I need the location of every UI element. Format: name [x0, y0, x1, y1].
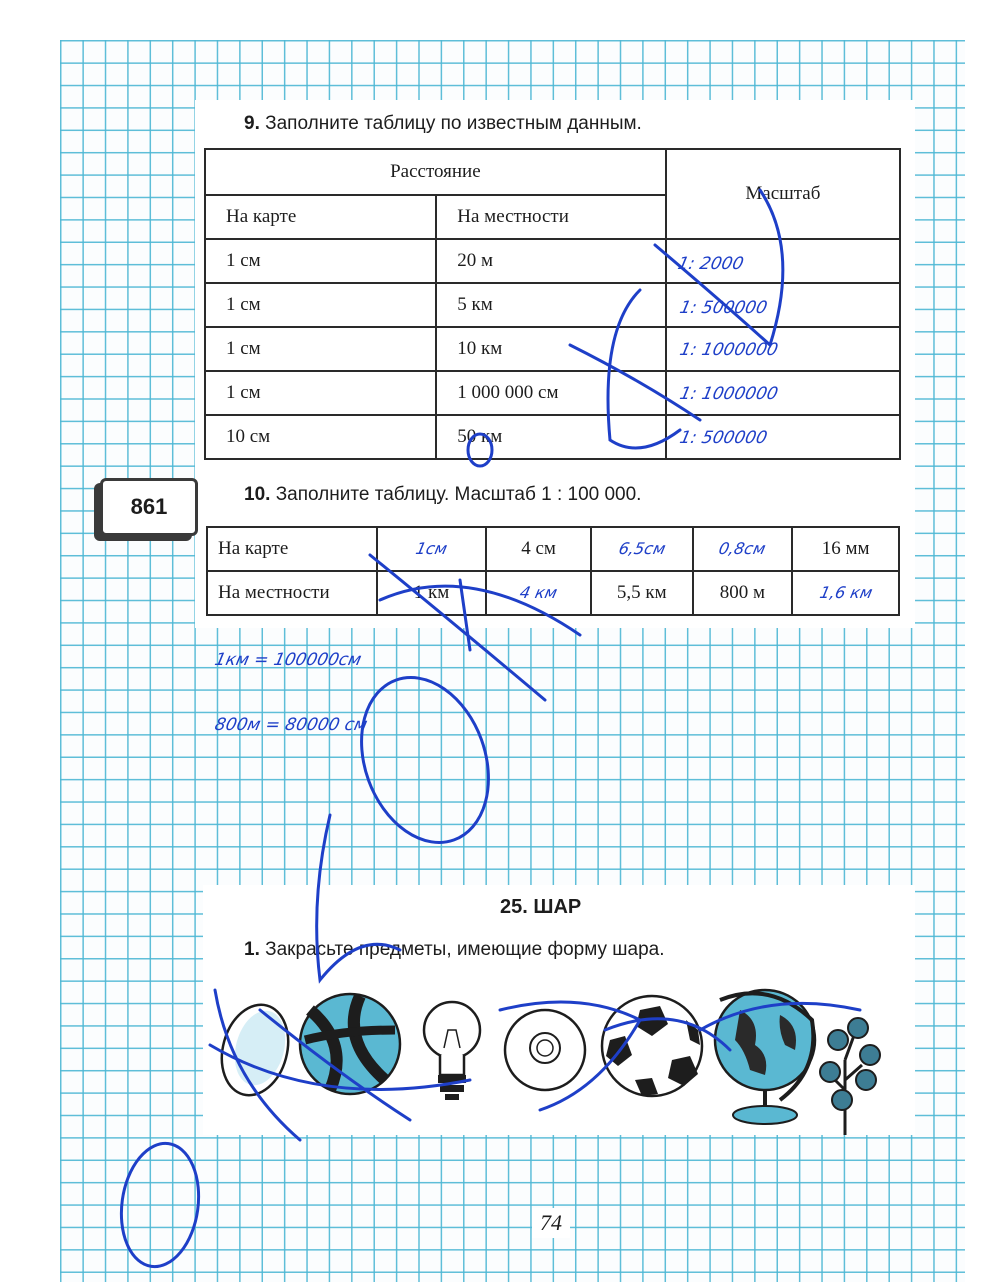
handwritten-note: 800м = 80000 см: [212, 715, 370, 735]
table-cell: 1 см: [205, 239, 436, 283]
table-cell: 4 см: [486, 527, 591, 571]
task10-text: Заполните таблицу. Масштаб 1 : 100 000.: [275, 484, 642, 505]
table-cell: 1 см: [205, 327, 436, 371]
handwritten-answer: 1см: [413, 539, 450, 558]
row-label-map: На карте: [207, 527, 377, 571]
task10-number: 10.: [244, 484, 271, 505]
handwritten-answer: 6,5см: [616, 539, 667, 558]
header-scale: Масштаб: [666, 149, 900, 239]
table-cell: 1 см: [205, 283, 436, 327]
header-on-map: На карте: [205, 195, 436, 239]
handwritten-answer: 1: 500000: [677, 428, 769, 448]
table-cell: 5,5 км: [591, 571, 693, 615]
handwritten-answer: 4 км: [518, 583, 560, 602]
handwritten-answer: 1: 2000: [675, 254, 746, 274]
task1-text: Закрасьте предметы, имеющие форму шара.: [265, 939, 665, 960]
section-number: 25.: [500, 896, 528, 918]
table-cell: 5 км: [436, 283, 666, 327]
table-cell: 1 см: [205, 371, 436, 415]
handwritten-answer: 0,8см: [717, 539, 768, 558]
section-name: ШАР: [533, 896, 582, 918]
handwritten-answer: 1: 1000000: [677, 384, 780, 404]
header-distance: Расстояние: [205, 149, 666, 195]
table-cell: 1 000 000 см: [436, 371, 666, 415]
table-cell: 10 см: [205, 415, 436, 459]
table-cell: 50 км: [436, 415, 666, 459]
task9-text: Заполните таблицу по известным данным.: [265, 113, 642, 134]
handwritten-answer: 1: 1000000: [677, 340, 780, 360]
table-cell: 10 км: [436, 327, 666, 371]
table-cell: 16 мм: [792, 527, 899, 571]
handwritten-note: 1км = 100000см: [212, 650, 364, 670]
table-cell: 1 км: [377, 571, 487, 615]
scribble-marks: [114, 190, 860, 1272]
table-cell: 800 м: [693, 571, 793, 615]
row-label-ground: На местности: [207, 571, 377, 615]
exercise-number-badge: 861: [100, 478, 198, 536]
handwritten-answer: 1,6 км: [817, 583, 874, 602]
handwritten-answer: 1: 500000: [677, 298, 769, 318]
table-cell: 20 м: [436, 239, 666, 283]
header-on-ground: На местности: [436, 195, 666, 239]
task9-number: 9.: [244, 113, 260, 134]
task1-number: 1.: [244, 939, 260, 960]
page-number: 74: [532, 1208, 570, 1238]
